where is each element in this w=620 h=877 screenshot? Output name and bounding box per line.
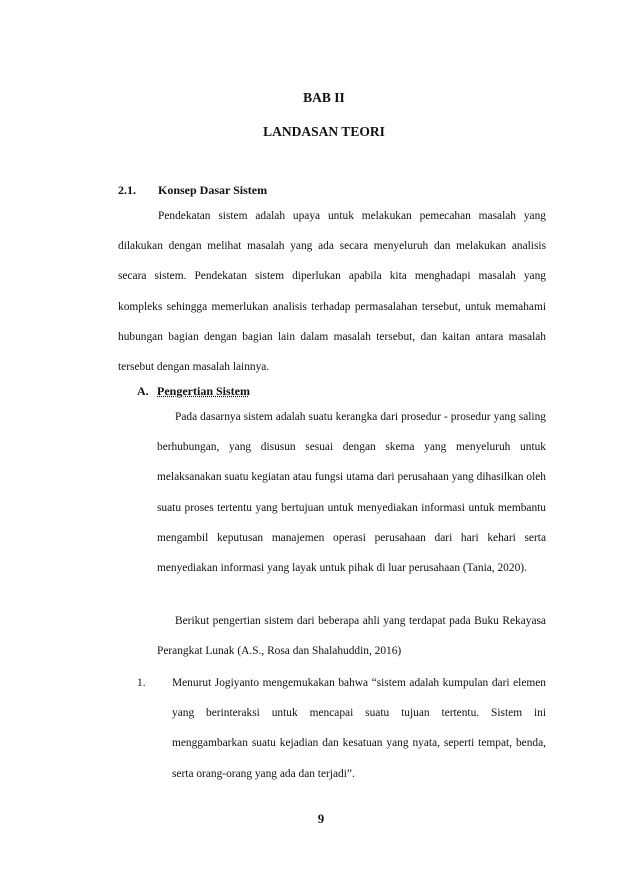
- chapter-title: LANDASAN TEORI: [263, 124, 385, 139]
- section-title: Konsep Dasar Sistem: [158, 183, 268, 197]
- expert-list: [137, 668, 546, 789]
- page-number: 9: [317, 812, 325, 826]
- list-item: [137, 668, 546, 789]
- subsection-heading: [137, 384, 250, 399]
- paragraph-intro: Pendekatan sistem adalah upaya untuk melakukan pemecahan masalah yang dilakukan dengan melihat masalah yang ada secara menyeluruh dan melakukan analisis secara sistem. Pendekatan sistem diperlukan apabila kita menghadapi masalah yang kompleks sehingga memerlukan analisis terhadap permasalahan tersebut, untuk memahami hubungan bagian dengan bagian lain dalam masalah tersebut, dan kaitan antara masalah tersebut dengan masalah lainnya.: [118, 210, 546, 374]
- subsection-title: Pengertian Sistem: [157, 384, 250, 398]
- section-heading: [118, 183, 267, 198]
- paragraph-definition: Pada dasarnya sistem adalah suatu kerangka dari prosedur - prosedur yang saling berhubungan, yang disusun sesuai dengan skema yang menyeluruh untuk melaksanakan suatu kegiatan atau fungsi utama dari perusahaan yang dihasilkan oleh suatu proses tertentu yang bertujuan untuk menyediakan informasi untuk membantu mengambil keputusan manajemen operasi perusahaan dari hari kehari serta menyediakan informasi yang layak untuk pihak di luar perusahaan (Tania, 2020).: [157, 411, 546, 575]
- section-number: 2.1.: [118, 183, 136, 197]
- paragraph-experts: Berikut pengertian sistem dari beberapa ahli yang terdapat pada Buku Rekayasa Perangkat Lunak (A.S., Rosa dan Shalahuddin, 2016): [157, 615, 546, 658]
- list-item-number: 1.: [137, 677, 146, 689]
- subsection-letter: A.: [137, 384, 149, 398]
- chapter-heading: BAB II: [303, 90, 345, 105]
- list-item-text: Menurut Jogiyanto mengemukakan bahwa “sistem adalah kumpulan dari elemen yang berinteraksi untuk mencapai suatu tujuan tertentu. Sistem ini menggambarkan suatu kejadian dan kesatuan yang nyata, seperti tempat, benda, serta orang-orang yang ada dan terjadi”.: [172, 677, 546, 780]
